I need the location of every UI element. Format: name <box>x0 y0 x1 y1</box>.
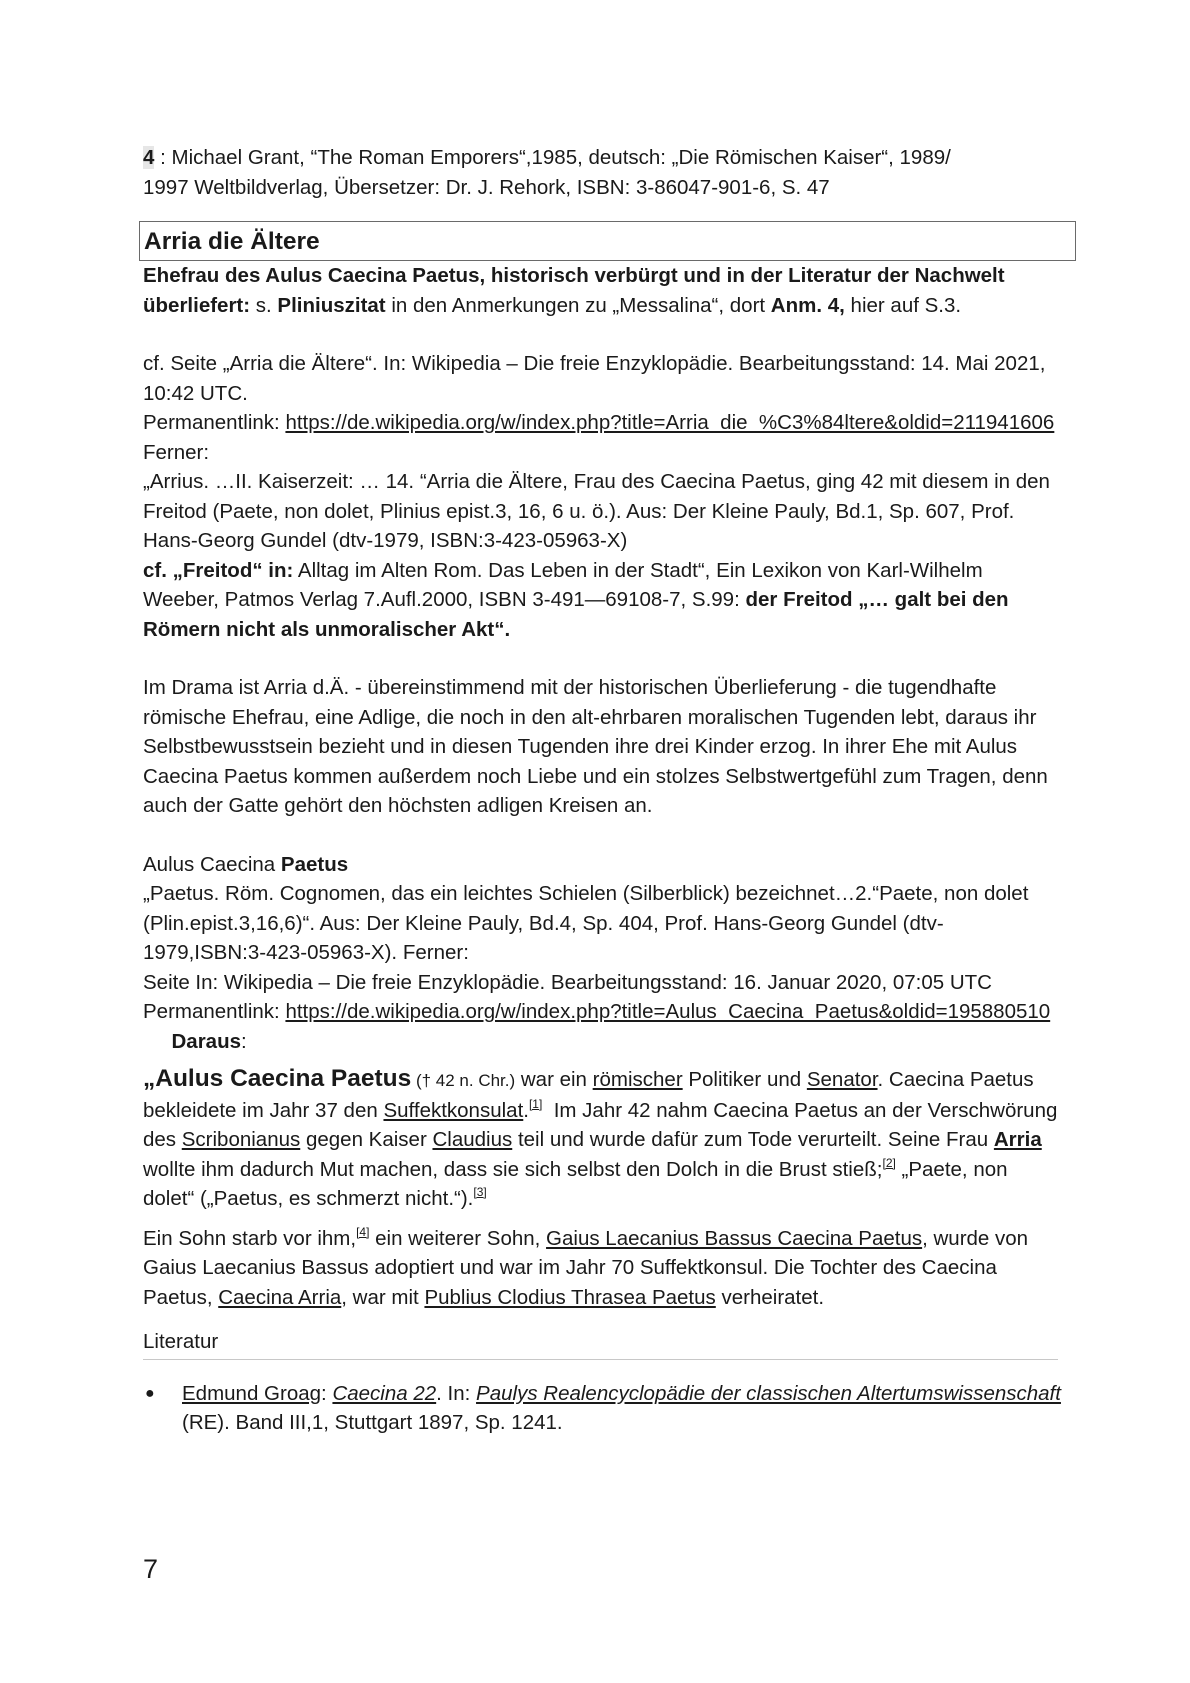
section-heading: Arria die Ältere <box>139 221 1076 261</box>
link-gaius-laecanius[interactable]: Gaius Laecanius Bassus Caecina Paetus <box>546 1226 923 1250</box>
literature-heading: Literatur <box>143 1327 1058 1360</box>
footnote-4: 4 : Michael Grant, “The Roman Emporers“,1985, deutsch: „Die Römischen Kaiser“, 1989/ 1997 Weltbildverlag, Übersetzer: Dr. J. Rehork, ISBN: 3-86047-901-6, S. 47 <box>143 146 951 199</box>
link-arria[interactable]: Arria <box>993 1128 1042 1151</box>
link-scribonianus[interactable]: Scribonianus <box>181 1128 301 1151</box>
bullet-icon: ● <box>145 1384 155 1402</box>
permalink-paetus-link[interactable]: https://de.wikipedia.org/w/index.php?title=Aulus_Caecina_Paetus&oldid=195880510 <box>285 1000 1051 1023</box>
document-page <box>143 143 1063 1438</box>
excerpt-paragraph-2: Ein Sohn starb vor ihm,[4] ein weiterer Sohn, Gaius Laecanius Bassus Caecina Paetus, wurde von Gaius Laecanius Bassus adoptiert und war im Jahr 70 Suffektkonsul. Die Tochter des Caecina Paetus, Caecina Arria, war mit Publius Clodius Thrasea Paetus verheiratet. <box>143 1224 1029 1309</box>
link-roemischer[interactable]: römischer <box>592 1068 683 1091</box>
wikipedia-excerpt <box>143 1064 1063 1312</box>
footnote-number: 4 <box>143 146 155 169</box>
link-caecina-arria[interactable]: Caecina Arria <box>218 1285 342 1309</box>
page-number: 7 <box>143 1554 159 1584</box>
ref-4[interactable]: [4] <box>356 1224 370 1239</box>
permalink-paetus: Permanentlink: https://de.wikipedia.org/w/index.php?title=Aulus_Caecina_Paetus&oldid=195880510 Daraus: <box>143 1000 1051 1053</box>
link-publius-clodius[interactable]: Publius Clodius Thrasea Paetus <box>424 1285 716 1309</box>
ref-3[interactable]: [3] <box>473 1185 487 1199</box>
link-suffektkonsulat[interactable]: Suffektkonsulat <box>383 1098 524 1122</box>
list-item: ● Edmund Groag: Caecina 22. In: Paulys Realencyclopädie der classischen Altertumswissenschaft (RE). Band III,1, Stuttgart 1897, Sp. 1241. <box>143 1379 1063 1438</box>
pauly-paetus-quote: „Paetus. Röm. Cognomen, das ein leichtes Schielen (Silberblick) bezeichnet…2.“Paete, non dolet (Plin.epist.3,16,6)“. Aus: Der Kleine Pauly, Bd.4, Sp. 404, Prof. Hans-Georg Gundel (dtv-1979,ISBN:3-423-05963-X). Ferner: <box>143 882 1029 964</box>
link-author[interactable]: Edmund Groag <box>182 1381 322 1405</box>
intro-paragraph: Ehefrau des Aulus Caecina Paetus, historisch verbürgt und in der Literatur der Nachwelt überliefert: s. Pliniuszitat in den Anmerkungen zu „Messalina“, dort Anm. 4, hier auf S.3. <box>143 264 1005 317</box>
wiki-arria-reference: cf. Seite „Arria die Ältere“. In: Wikipedia – Die freie Enzyklopädie. Bearbeitungsstand: 14. Mai 2021, 10:42 UTC. <box>143 352 1046 405</box>
link-paulys-re[interactable]: Paulys Realencyclopädie der classischen Altertumswissenschaft <box>476 1381 1061 1405</box>
link-claudius[interactable]: Claudius <box>432 1128 513 1151</box>
freitod-reference: cf. „Freitod“ in: Alltag im Alten Rom. Das Leben in der Stadt“, Ein Lexikon von Karl-Wilhelm Weeber, Patmos Verlag 7.Aufl.2000, ISBN 3-491—69108-7, S.99: der Freitod „… galt bei den Römern nicht als unmoralischer Akt“. <box>143 558 1009 641</box>
permalink-arria-link[interactable]: https://de.wikipedia.org/w/index.php?title=Arria_die_%C3%84ltere&oldid=211941606 <box>285 411 1055 434</box>
literature-list <box>143 1379 1063 1438</box>
ref-2[interactable]: [2] <box>882 1155 896 1170</box>
drama-paragraph: Im Drama ist Arria d.Ä. - übereinstimmend mit der historischen Überlieferung - die tugendhafte römische Ehefrau, eine Adlige, die noch in den alt-ehrbaren moralischen Tugenden lebt, daraus ihr Selbstbewusstsein bezieht und in diesen Tugenden ihre drei Kinder erzog. In ihrer Ehe mit Aulus Caecina Paetus kommen außerdem noch Liebe und ein stolzes Selbstwertgefühl zum Tragen, denn auch der Gatte gehört den höchsten adligen Kreisen an. <box>143 676 1048 817</box>
permalink-arria: Permanentlink: https://de.wikipedia.org/w/index.php?title=Arria_die_%C3%84ltere&oldid=211941606 <box>143 411 1055 434</box>
link-caecina-22[interactable]: Caecina 22 <box>332 1381 437 1405</box>
link-senator[interactable]: Senator <box>806 1068 878 1091</box>
ref-1[interactable]: [1] <box>528 1096 543 1111</box>
pauly-arria-quote: „Arrius. …II. Kaiserzeit: … 14. “Arria die Ältere, Frau des Caecina Paetus, ging 42 mit diesem in den Freitod (Paete, non dolet, Plinius epist.3, 16, 6 u. ö.). Aus: Der Kleine Pauly, Bd.1, Sp. 607, Prof. Hans-Georg Gundel (dtv-1979, ISBN:3-423-05963-X) <box>143 470 1050 552</box>
ferner-label: Ferner: <box>143 440 210 464</box>
excerpt-paragraph-1: „Aulus Caecina Paetus († 42 n. Chr.) war ein römischer Politiker und Senator. Caecina Paetus bekleidete im Jahr 37 den Suffektkonsulat.[1] Im Jahr 42 nahm Caecina Paetus an der Verschwörung des Scribonianus gegen Kaiser Claudius teil und wurde dafür zum Tode verurteilt. Seine Frau Arria wollte ihm dadurch Mut machen, dass sie sich selbst den Dolch in die Brust stieß;[2] „Paete, non dolet“ („Paetus, es schmerzt nicht.“).[3] <box>143 1065 1064 1210</box>
wiki-paetus-reference: Seite In: Wikipedia – Die freie Enzyklopädie. Bearbeitungsstand: 16. Januar 2020, 07:05 UTC <box>143 970 992 994</box>
paetus-name: Aulus Caecina Paetus <box>143 852 349 876</box>
